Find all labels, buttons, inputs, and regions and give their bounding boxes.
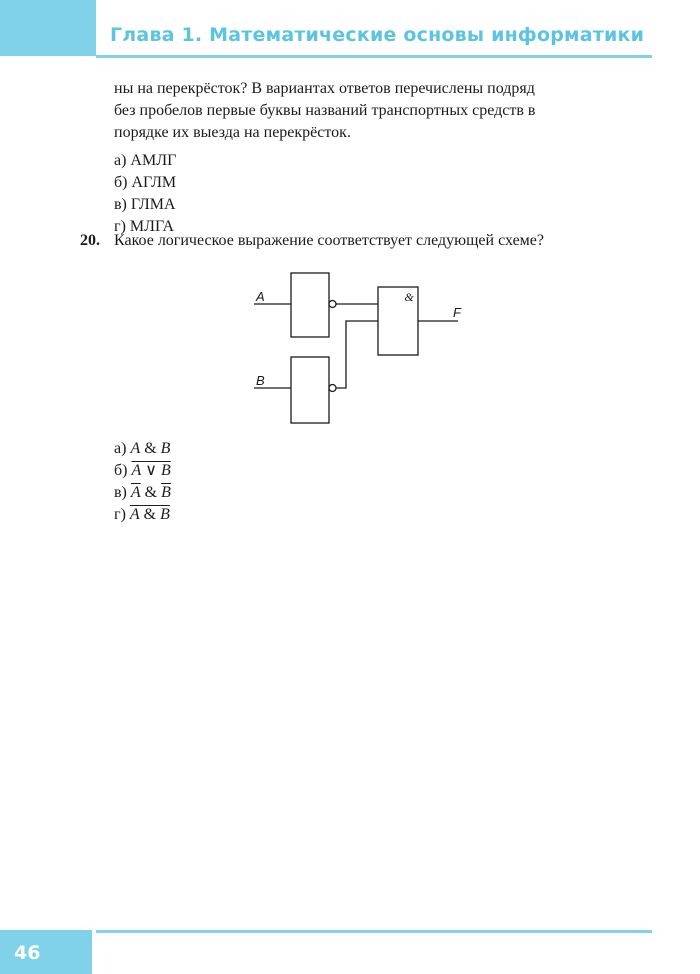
answer-label: а)	[114, 440, 127, 457]
option-b: б) АГЛМ	[114, 174, 177, 191]
answer-label: б)	[114, 462, 128, 479]
var-left: A	[129, 506, 140, 523]
question-20	[80, 230, 544, 252]
operator: &	[144, 440, 157, 457]
var-left: A	[130, 440, 141, 457]
question-number: 20.	[80, 232, 100, 249]
question-text: Какое логическое выражение соответствует следующей схеме?	[114, 232, 545, 249]
continuation-text	[114, 78, 650, 144]
var-right: B	[160, 462, 171, 479]
and-gate-symbol: &	[404, 290, 414, 304]
footer-rule	[96, 930, 652, 933]
var-right: $\overline{B}$	[161, 484, 171, 501]
var-left: A	[131, 462, 142, 479]
text-line: порядке их выезда на перекрёсток.	[114, 124, 351, 141]
label-input-a: A	[256, 289, 265, 304]
continuation-block	[114, 78, 650, 238]
header-tab	[0, 0, 96, 56]
label-output-f: F	[453, 305, 461, 320]
answer-v	[114, 482, 171, 504]
answer-g	[114, 504, 171, 526]
logic-circuit-diagram	[248, 266, 478, 430]
not-gate-a	[291, 273, 329, 337]
chapter-title: Глава 1. Математические основы информатики	[110, 24, 645, 46]
answer-label: г)	[114, 506, 126, 523]
operator: &	[143, 506, 157, 523]
label-input-b: B	[256, 373, 265, 388]
option-g: г) МЛГА	[114, 218, 175, 235]
text-line: ны на перекрёсток? В вариантах ответов перечислены подряд	[114, 80, 535, 97]
answer-a	[114, 438, 171, 460]
inversion-bubble-a	[329, 301, 336, 308]
option-a: а) АМЛГ	[114, 152, 177, 169]
operator: ∨	[145, 462, 157, 479]
text-line: без пробелов первые буквы названий транспортных средств в	[114, 102, 536, 119]
answer-options	[114, 150, 650, 238]
inversion-bubble-b	[329, 385, 336, 392]
var-right: B	[160, 440, 171, 457]
var-left: $\overline{A}$	[130, 484, 141, 501]
answer-b	[114, 460, 171, 482]
wire-not-b-to-and	[336, 321, 378, 388]
answer-label: в)	[114, 484, 127, 501]
question-20-answers	[114, 438, 171, 526]
page-number: 46	[14, 942, 41, 964]
operator: &	[144, 484, 158, 501]
not-gate-b	[291, 357, 329, 423]
header-rule	[96, 55, 652, 58]
option-v: в) ГЛМА	[114, 196, 176, 213]
var-right: B	[160, 506, 170, 523]
